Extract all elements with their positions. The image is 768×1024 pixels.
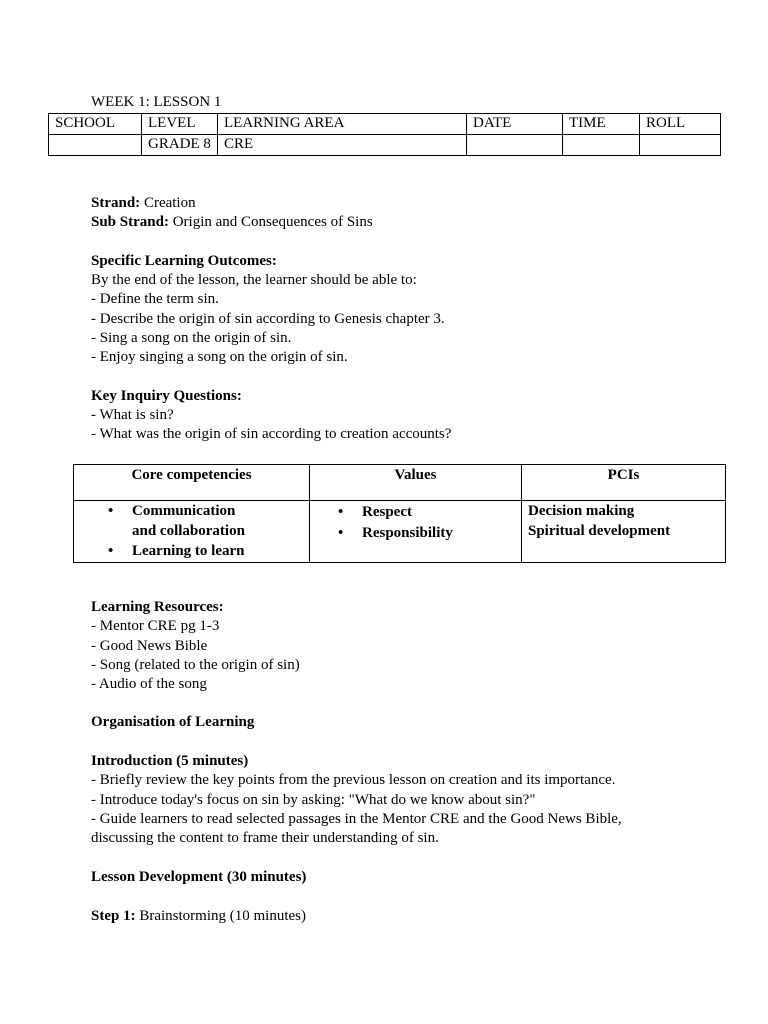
strand-label: Strand: bbox=[91, 195, 141, 211]
competency-table bbox=[73, 464, 726, 563]
core-competency-item: • Communication and collaboration bbox=[80, 501, 252, 541]
competency-table-head-row bbox=[74, 465, 726, 501]
step1-label: Step 1: bbox=[91, 908, 136, 924]
pci-item: Spiritual development bbox=[528, 523, 671, 539]
resource-item: - Song (related to the origin of sin) bbox=[91, 657, 300, 673]
outcomes-heading bbox=[91, 252, 277, 271]
values-cell bbox=[310, 501, 522, 563]
resource-item: - Mentor CRE pg 1-3 bbox=[91, 618, 220, 634]
value-cell-roll bbox=[640, 135, 721, 156]
pci-item: Decision making bbox=[528, 503, 635, 519]
core-competencies-list bbox=[80, 501, 303, 561]
resources-heading bbox=[91, 598, 224, 617]
header-table-value-row bbox=[49, 135, 721, 156]
outcomes-heading-text: Specific Learning Outcomes: bbox=[91, 253, 277, 269]
core-competency-item: • Learning to learn bbox=[80, 541, 303, 561]
pcis-header: PCIs bbox=[522, 465, 726, 501]
lesson-header-table bbox=[48, 113, 721, 156]
header-cell-date: DATE bbox=[467, 114, 563, 135]
step1-line bbox=[91, 907, 306, 926]
value-cell-school bbox=[49, 135, 142, 156]
outcome-item: - Describe the origin of sin according to Genesis chapter 3. bbox=[91, 311, 445, 327]
inquiry-heading bbox=[91, 387, 242, 406]
value-item: • Respect bbox=[316, 502, 515, 522]
value-cell-learning-area: CRE bbox=[218, 135, 467, 156]
header-cell-school: SCHOOL bbox=[49, 114, 142, 135]
strand-value: Creation bbox=[140, 195, 196, 211]
core-competencies-cell bbox=[74, 501, 310, 563]
organisation-heading bbox=[91, 713, 254, 732]
sub-strand-label: Sub Strand: bbox=[91, 214, 169, 230]
value-cell-level: GRADE 8 bbox=[142, 135, 218, 156]
outcomes-intro: By the end of the lesson, the learner should be able to: bbox=[91, 272, 417, 288]
introduction-item: discussing the content to frame their understanding of sin. bbox=[91, 830, 439, 846]
header-cell-roll: ROLL bbox=[640, 114, 721, 135]
introduction-item: - Briefly review the key points from the previous lesson on creation and its importance. bbox=[91, 772, 616, 788]
outcome-item: - Enjoy singing a song on the origin of sin. bbox=[91, 349, 348, 365]
outcome-item: - Define the term sin. bbox=[91, 291, 219, 307]
resources-heading-text: Learning Resources: bbox=[91, 599, 224, 615]
header-cell-learning-area: LEARNING AREA bbox=[218, 114, 467, 135]
strand-line bbox=[91, 194, 196, 213]
sub-strand-line bbox=[91, 213, 373, 232]
competency-table-body-row bbox=[74, 501, 726, 563]
step1-value: Brainstorming (10 minutes) bbox=[135, 908, 306, 924]
introduction-item: - Introduce today's focus on sin by asking: "What do we know about sin?" bbox=[91, 792, 536, 808]
values-header: Values bbox=[310, 465, 522, 501]
value-item: • Responsibility bbox=[316, 523, 515, 543]
resource-item: - Good News Bible bbox=[91, 638, 208, 654]
development-heading-text: Lesson Development (30 minutes) bbox=[91, 869, 307, 885]
core-competencies-header: Core competencies bbox=[74, 465, 310, 501]
header-table-head-row bbox=[49, 114, 721, 135]
introduction-heading-text: Introduction (5 minutes) bbox=[91, 753, 249, 769]
introduction-item: - Guide learners to read selected passages in the Mentor CRE and the Good News Bible, bbox=[91, 811, 622, 827]
pcis-cell bbox=[522, 501, 726, 563]
value-cell-time bbox=[563, 135, 640, 156]
inquiry-item: - What was the origin of sin according to creation accounts? bbox=[91, 426, 452, 442]
inquiry-heading-text: Key Inquiry Questions: bbox=[91, 388, 242, 404]
outcome-item: - Sing a song on the origin of sin. bbox=[91, 330, 292, 346]
values-list bbox=[316, 502, 515, 543]
header-cell-level: LEVEL bbox=[142, 114, 218, 135]
introduction-heading bbox=[91, 752, 248, 771]
week-lesson-title: WEEK 1: LESSON 1 bbox=[91, 94, 222, 110]
sub-strand-value: Origin and Consequences of Sins bbox=[168, 214, 373, 230]
value-cell-date bbox=[467, 135, 563, 156]
organisation-heading-text: Organisation of Learning bbox=[91, 714, 255, 730]
inquiry-item: - What is sin? bbox=[91, 407, 174, 423]
resource-item: - Audio of the song bbox=[91, 676, 207, 692]
development-heading bbox=[91, 868, 306, 887]
header-cell-time: TIME bbox=[563, 114, 640, 135]
